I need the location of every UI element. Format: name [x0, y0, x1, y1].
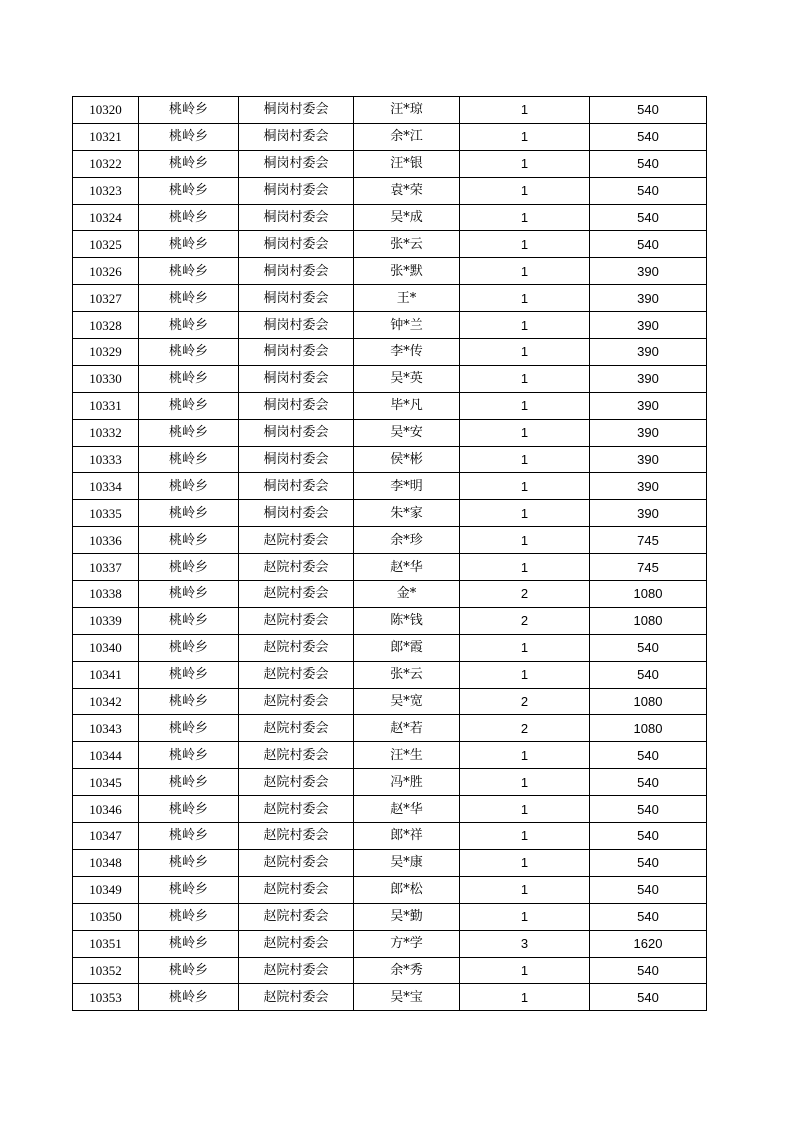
cell-id: 10335 [73, 500, 139, 527]
cell-township: 桃岭乡 [139, 634, 239, 661]
table-row [73, 473, 707, 500]
cell-count: 1 [460, 527, 590, 554]
cell-township: 桃岭乡 [139, 796, 239, 823]
cell-id: 10333 [73, 446, 139, 473]
table-row [73, 419, 707, 446]
table-row [73, 339, 707, 366]
cell-name: 李*明 [354, 473, 460, 500]
cell-count: 1 [460, 823, 590, 850]
cell-village: 赵院村委会 [239, 607, 354, 634]
cell-village: 赵院村委会 [239, 769, 354, 796]
cell-count: 1 [460, 984, 590, 1011]
cell-village: 桐岗村委会 [239, 204, 354, 231]
cell-amount: 1080 [590, 715, 707, 742]
cell-name: 张*云 [354, 661, 460, 688]
cell-id: 10328 [73, 312, 139, 339]
cell-amount: 540 [590, 876, 707, 903]
cell-name: 吴*英 [354, 365, 460, 392]
cell-township: 桃岭乡 [139, 688, 239, 715]
table-row [73, 258, 707, 285]
cell-name: 毕*凡 [354, 392, 460, 419]
cell-township: 桃岭乡 [139, 607, 239, 634]
cell-village: 桐岗村委会 [239, 258, 354, 285]
cell-amount: 540 [590, 769, 707, 796]
cell-id: 10329 [73, 339, 139, 366]
cell-village: 赵院村委会 [239, 823, 354, 850]
cell-township: 桃岭乡 [139, 392, 239, 419]
cell-count: 2 [460, 715, 590, 742]
cell-name: 冯*胜 [354, 769, 460, 796]
cell-township: 桃岭乡 [139, 150, 239, 177]
cell-township: 桃岭乡 [139, 204, 239, 231]
table-row [73, 957, 707, 984]
cell-township: 桃岭乡 [139, 849, 239, 876]
cell-id: 10320 [73, 97, 139, 124]
cell-id: 10344 [73, 742, 139, 769]
cell-name: 赵*华 [354, 554, 460, 581]
cell-township: 桃岭乡 [139, 500, 239, 527]
cell-name: 汪*生 [354, 742, 460, 769]
cell-amount: 1620 [590, 930, 707, 957]
cell-amount: 1080 [590, 607, 707, 634]
cell-township: 桃岭乡 [139, 419, 239, 446]
cell-amount: 745 [590, 554, 707, 581]
table-row [73, 554, 707, 581]
cell-village: 赵院村委会 [239, 876, 354, 903]
table-row [73, 661, 707, 688]
cell-township: 桃岭乡 [139, 554, 239, 581]
table-row [73, 365, 707, 392]
cell-name: 吴*勤 [354, 903, 460, 930]
cell-name: 吴*宝 [354, 984, 460, 1011]
cell-township: 桃岭乡 [139, 365, 239, 392]
table-row [73, 581, 707, 608]
cell-amount: 540 [590, 123, 707, 150]
cell-village: 赵院村委会 [239, 581, 354, 608]
cell-id: 10340 [73, 634, 139, 661]
cell-id: 10339 [73, 607, 139, 634]
table-row [73, 849, 707, 876]
table-row [73, 500, 707, 527]
cell-village: 赵院村委会 [239, 661, 354, 688]
cell-name: 吴*宽 [354, 688, 460, 715]
cell-amount: 540 [590, 849, 707, 876]
cell-name: 袁*荣 [354, 177, 460, 204]
cell-id: 10341 [73, 661, 139, 688]
cell-name: 李*传 [354, 339, 460, 366]
table-row [73, 607, 707, 634]
cell-village: 桐岗村委会 [239, 419, 354, 446]
cell-id: 10337 [73, 554, 139, 581]
cell-count: 1 [460, 123, 590, 150]
cell-count: 1 [460, 473, 590, 500]
cell-id: 10322 [73, 150, 139, 177]
cell-count: 1 [460, 177, 590, 204]
cell-name: 张*默 [354, 258, 460, 285]
cell-amount: 390 [590, 285, 707, 312]
cell-amount: 540 [590, 957, 707, 984]
table-row [73, 446, 707, 473]
table-row [73, 392, 707, 419]
cell-township: 桃岭乡 [139, 473, 239, 500]
cell-village: 赵院村委会 [239, 554, 354, 581]
cell-village: 桐岗村委会 [239, 97, 354, 124]
cell-count: 1 [460, 554, 590, 581]
cell-name: 吴*成 [354, 204, 460, 231]
cell-count: 2 [460, 688, 590, 715]
cell-count: 1 [460, 419, 590, 446]
cell-village: 桐岗村委会 [239, 339, 354, 366]
cell-village: 赵院村委会 [239, 849, 354, 876]
cell-id: 10330 [73, 365, 139, 392]
cell-township: 桃岭乡 [139, 97, 239, 124]
cell-name: 赵*若 [354, 715, 460, 742]
cell-id: 10327 [73, 285, 139, 312]
cell-count: 1 [460, 150, 590, 177]
cell-amount: 390 [590, 258, 707, 285]
cell-township: 桃岭乡 [139, 957, 239, 984]
cell-count: 1 [460, 285, 590, 312]
cell-id: 10324 [73, 204, 139, 231]
cell-id: 10345 [73, 769, 139, 796]
table-row [73, 312, 707, 339]
cell-id: 10342 [73, 688, 139, 715]
cell-name: 钟*兰 [354, 312, 460, 339]
cell-count: 1 [460, 876, 590, 903]
cell-amount: 390 [590, 365, 707, 392]
cell-id: 10334 [73, 473, 139, 500]
cell-name: 汪*琼 [354, 97, 460, 124]
cell-count: 1 [460, 849, 590, 876]
cell-township: 桃岭乡 [139, 285, 239, 312]
cell-count: 1 [460, 204, 590, 231]
cell-id: 10347 [73, 823, 139, 850]
table-row [73, 527, 707, 554]
cell-id: 10348 [73, 849, 139, 876]
table-row [73, 930, 707, 957]
cell-amount: 540 [590, 204, 707, 231]
cell-village: 赵院村委会 [239, 688, 354, 715]
cell-township: 桃岭乡 [139, 742, 239, 769]
cell-id: 10325 [73, 231, 139, 258]
cell-name: 余*江 [354, 123, 460, 150]
cell-amount: 540 [590, 796, 707, 823]
cell-amount: 390 [590, 312, 707, 339]
cell-village: 赵院村委会 [239, 903, 354, 930]
cell-village: 桐岗村委会 [239, 285, 354, 312]
table-body [73, 97, 707, 1011]
cell-village: 桐岗村委会 [239, 473, 354, 500]
table-row [73, 796, 707, 823]
cell-count: 1 [460, 231, 590, 258]
cell-township: 桃岭乡 [139, 339, 239, 366]
cell-amount: 745 [590, 527, 707, 554]
cell-id: 10336 [73, 527, 139, 554]
cell-name: 张*云 [354, 231, 460, 258]
cell-village: 赵院村委会 [239, 742, 354, 769]
cell-count: 3 [460, 930, 590, 957]
cell-amount: 390 [590, 339, 707, 366]
cell-village: 桐岗村委会 [239, 500, 354, 527]
table-row [73, 97, 707, 124]
cell-village: 桐岗村委会 [239, 123, 354, 150]
cell-amount: 540 [590, 903, 707, 930]
cell-name: 金* [354, 581, 460, 608]
cell-amount: 390 [590, 446, 707, 473]
cell-amount: 540 [590, 823, 707, 850]
cell-township: 桃岭乡 [139, 715, 239, 742]
cell-name: 吴*安 [354, 419, 460, 446]
cell-name: 郎*祥 [354, 823, 460, 850]
table-row [73, 150, 707, 177]
cell-count: 1 [460, 365, 590, 392]
cell-amount: 390 [590, 473, 707, 500]
cell-township: 桃岭乡 [139, 930, 239, 957]
cell-id: 10346 [73, 796, 139, 823]
table-row [73, 823, 707, 850]
cell-count: 1 [460, 500, 590, 527]
cell-village: 桐岗村委会 [239, 177, 354, 204]
cell-name: 郎*霞 [354, 634, 460, 661]
cell-township: 桃岭乡 [139, 446, 239, 473]
cell-village: 赵院村委会 [239, 984, 354, 1011]
cell-township: 桃岭乡 [139, 177, 239, 204]
cell-count: 1 [460, 796, 590, 823]
cell-village: 赵院村委会 [239, 715, 354, 742]
cell-amount: 540 [590, 231, 707, 258]
cell-village: 桐岗村委会 [239, 365, 354, 392]
cell-count: 1 [460, 339, 590, 366]
data-table [72, 96, 707, 1011]
cell-count: 1 [460, 634, 590, 661]
cell-name: 郎*松 [354, 876, 460, 903]
cell-village: 桐岗村委会 [239, 231, 354, 258]
cell-township: 桃岭乡 [139, 581, 239, 608]
cell-name: 侯*彬 [354, 446, 460, 473]
cell-name: 余*秀 [354, 957, 460, 984]
cell-village: 赵院村委会 [239, 527, 354, 554]
table-row [73, 123, 707, 150]
cell-village: 桐岗村委会 [239, 392, 354, 419]
table-row [73, 742, 707, 769]
cell-count: 1 [460, 661, 590, 688]
table-row [73, 876, 707, 903]
table-row [73, 204, 707, 231]
cell-village: 桐岗村委会 [239, 312, 354, 339]
cell-name: 王* [354, 285, 460, 312]
cell-name: 陈*钱 [354, 607, 460, 634]
cell-amount: 540 [590, 984, 707, 1011]
cell-id: 10323 [73, 177, 139, 204]
cell-count: 1 [460, 446, 590, 473]
cell-count: 1 [460, 258, 590, 285]
cell-village: 赵院村委会 [239, 796, 354, 823]
cell-amount: 540 [590, 661, 707, 688]
cell-id: 10353 [73, 984, 139, 1011]
cell-amount: 540 [590, 150, 707, 177]
cell-id: 10343 [73, 715, 139, 742]
cell-township: 桃岭乡 [139, 661, 239, 688]
cell-id: 10326 [73, 258, 139, 285]
cell-village: 赵院村委会 [239, 930, 354, 957]
cell-id: 10350 [73, 903, 139, 930]
cell-id: 10349 [73, 876, 139, 903]
cell-amount: 540 [590, 177, 707, 204]
cell-id: 10351 [73, 930, 139, 957]
cell-name: 赵*华 [354, 796, 460, 823]
cell-count: 2 [460, 581, 590, 608]
cell-name: 余*珍 [354, 527, 460, 554]
cell-amount: 1080 [590, 581, 707, 608]
cell-count: 1 [460, 97, 590, 124]
cell-id: 10321 [73, 123, 139, 150]
cell-name: 朱*家 [354, 500, 460, 527]
cell-amount: 390 [590, 419, 707, 446]
cell-name: 汪*银 [354, 150, 460, 177]
table-row [73, 769, 707, 796]
cell-township: 桃岭乡 [139, 823, 239, 850]
table-row [73, 984, 707, 1011]
cell-count: 2 [460, 607, 590, 634]
table-row [73, 715, 707, 742]
cell-amount: 390 [590, 500, 707, 527]
cell-id: 10352 [73, 957, 139, 984]
cell-village: 桐岗村委会 [239, 446, 354, 473]
cell-count: 1 [460, 392, 590, 419]
cell-count: 1 [460, 903, 590, 930]
cell-id: 10332 [73, 419, 139, 446]
table-row [73, 231, 707, 258]
cell-count: 1 [460, 769, 590, 796]
cell-township: 桃岭乡 [139, 312, 239, 339]
cell-count: 1 [460, 312, 590, 339]
cell-count: 1 [460, 957, 590, 984]
cell-township: 桃岭乡 [139, 984, 239, 1011]
cell-id: 10338 [73, 581, 139, 608]
cell-amount: 540 [590, 634, 707, 661]
cell-amount: 540 [590, 97, 707, 124]
cell-township: 桃岭乡 [139, 903, 239, 930]
table-row [73, 177, 707, 204]
cell-id: 10331 [73, 392, 139, 419]
cell-amount: 390 [590, 392, 707, 419]
cell-amount: 540 [590, 742, 707, 769]
cell-township: 桃岭乡 [139, 876, 239, 903]
cell-name: 方*学 [354, 930, 460, 957]
cell-name: 吴*康 [354, 849, 460, 876]
cell-township: 桃岭乡 [139, 231, 239, 258]
table-row [73, 688, 707, 715]
table-row [73, 285, 707, 312]
table-row [73, 634, 707, 661]
cell-township: 桃岭乡 [139, 123, 239, 150]
cell-township: 桃岭乡 [139, 258, 239, 285]
table-row [73, 903, 707, 930]
cell-township: 桃岭乡 [139, 527, 239, 554]
cell-count: 1 [460, 742, 590, 769]
cell-village: 赵院村委会 [239, 634, 354, 661]
cell-village: 桐岗村委会 [239, 150, 354, 177]
cell-township: 桃岭乡 [139, 769, 239, 796]
cell-amount: 1080 [590, 688, 707, 715]
cell-village: 赵院村委会 [239, 957, 354, 984]
